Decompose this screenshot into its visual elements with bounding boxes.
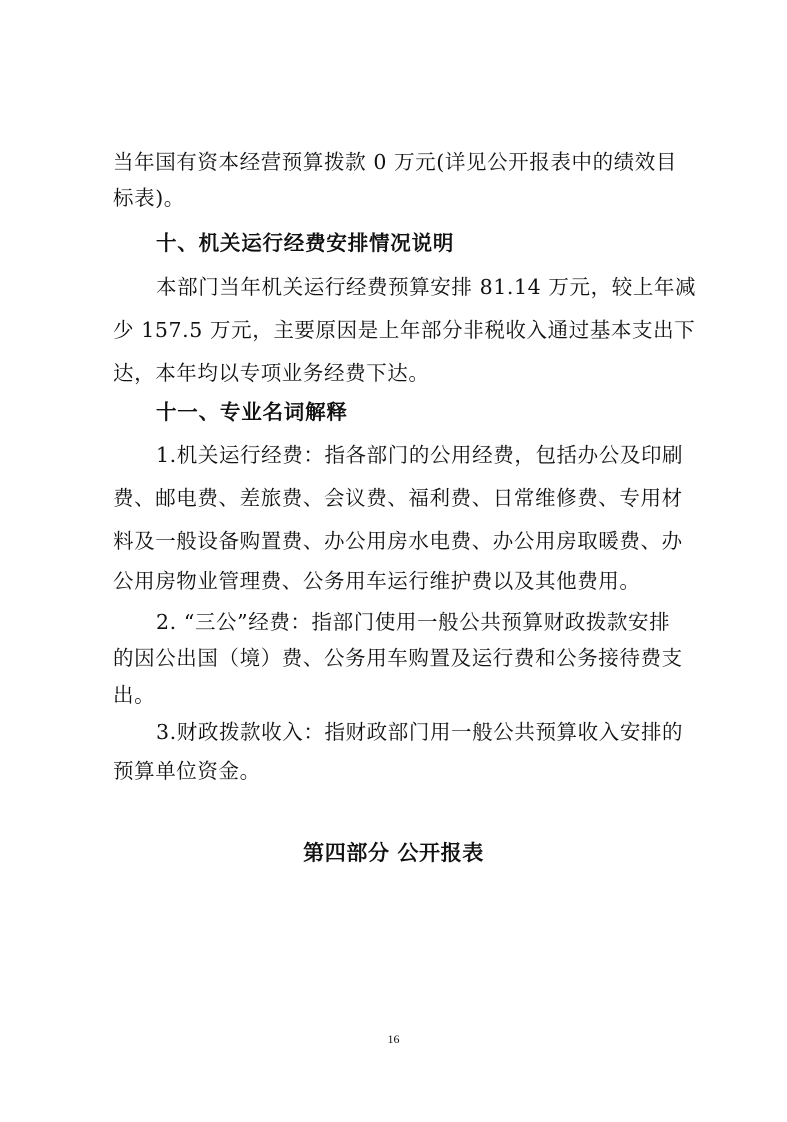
definition-line: 2. “三公”经费：指部门使用一般公共预算财政拨款安排 [156, 610, 671, 634]
definition-line: 料及一般设备购置费、办公用房水电费、办公用房取暖费、办 [113, 529, 683, 553]
definition-line: 1.机关运行经费：指各部门的公用经费，包括办公及印刷 [156, 443, 684, 467]
paragraph-line: 当年国有资本经营预算拨款 0 万元(详见公开报表中的绩效目 [113, 150, 677, 174]
definition-line: 3.财政拨款收入：指财政部门用一般公共预算收入安排的 [156, 720, 684, 744]
page-number: 16 [387, 1032, 400, 1046]
paragraph-line: 少 157.5 万元，主要原因是上年部分非税收入通过基本支出下 [113, 318, 696, 342]
section-heading: 十一、专业名词解释 [156, 400, 348, 424]
definition-line: 出。 [113, 683, 156, 707]
paragraph-line: 本部门当年机关运行经费预算安排 81.14 万元，较上年减 [156, 275, 697, 299]
paragraph-line: 达，本年均以专项业务经费下达。 [113, 361, 430, 385]
definition-line: 公用房物业管理费、公务用车运行维护费以及其他费用。 [113, 569, 641, 593]
definition-line: 费、邮电费、差旅费、会议费、福利费、日常维修费、专用材 [113, 486, 683, 510]
definition-line: 预算单位资金。 [113, 759, 261, 783]
section-heading: 十、机关运行经费安排情况说明 [156, 231, 455, 255]
part-title: 第四部分 公开报表 [303, 841, 484, 865]
paragraph-line: 标表)。 [113, 186, 185, 210]
definition-line: 的因公出国（境）费、公务用车购置及运行费和公务接待费支 [113, 646, 683, 670]
